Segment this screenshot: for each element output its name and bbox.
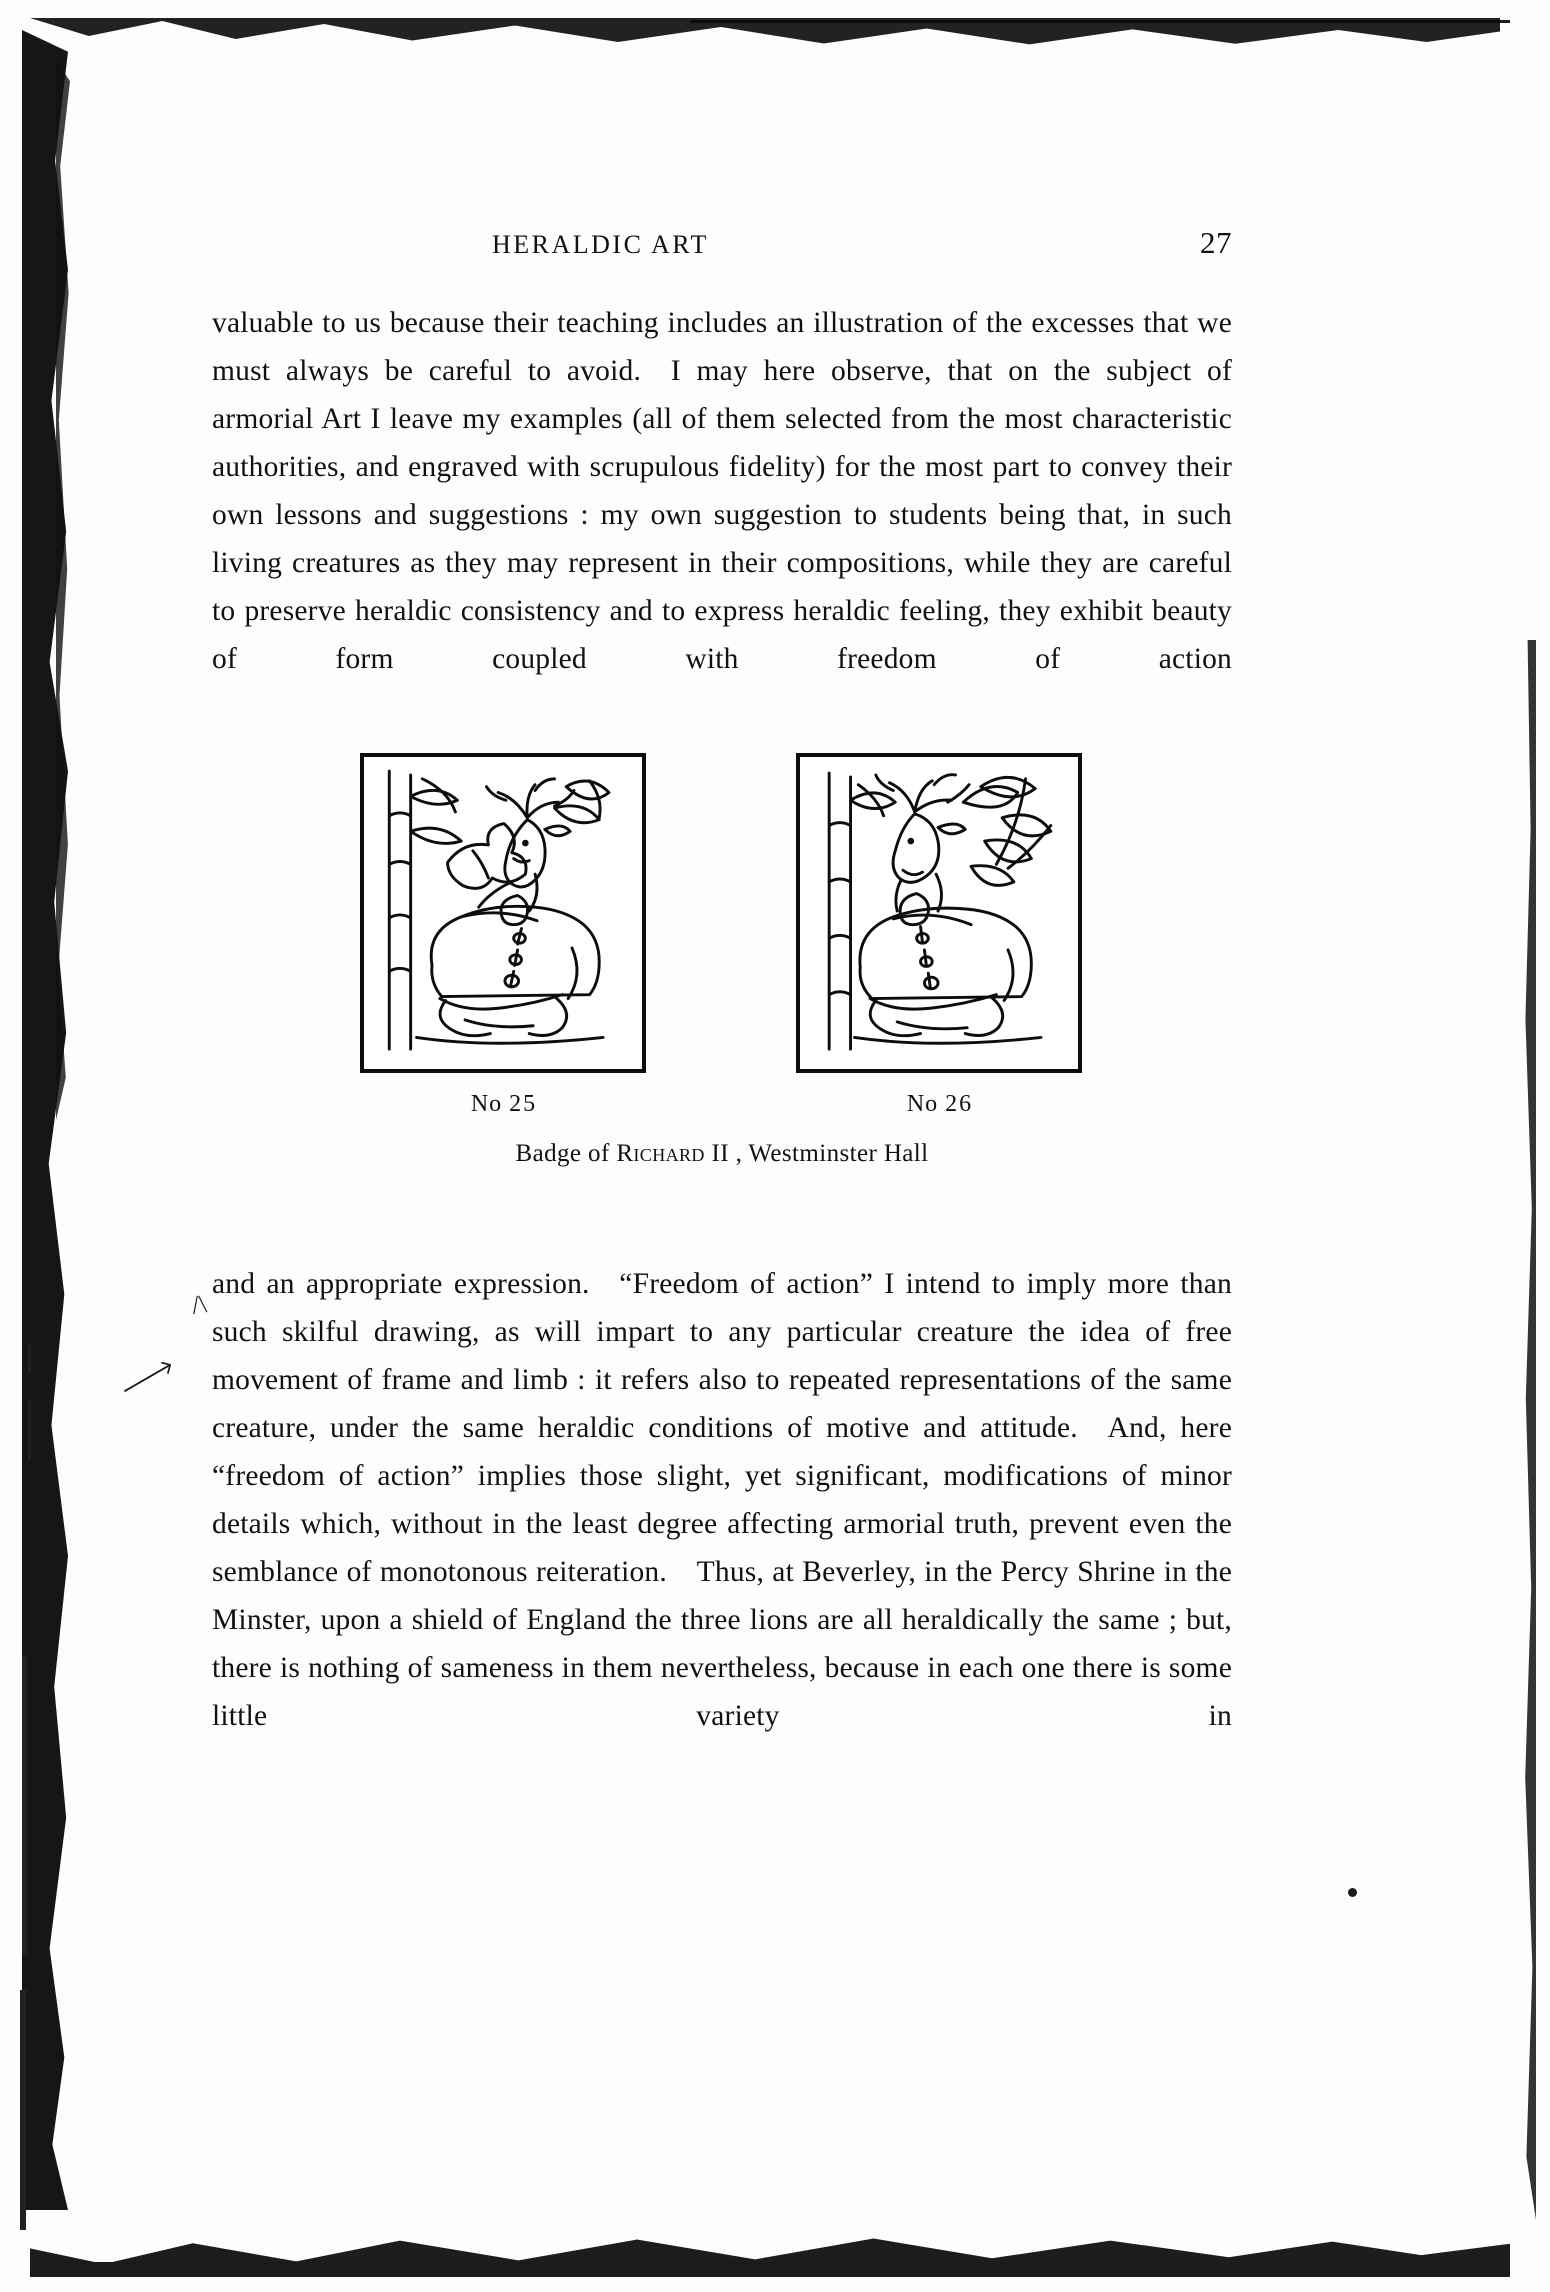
figure-group (212, 753, 1232, 1118)
bottom-rule (40, 2262, 1480, 2265)
page-number: 27 (1200, 225, 1232, 260)
ink-speck (1348, 1888, 1357, 1897)
figure-25 (360, 753, 648, 1118)
figure-26 (796, 753, 1084, 1118)
figure-title-prefix: Badge of (515, 1140, 617, 1167)
margin-tick (28, 1345, 31, 1373)
figure-title-suffix: II , Westminster Hall (704, 1140, 929, 1167)
figure-26-caption (796, 1091, 1084, 1118)
figure-25-caption-label: No (470, 1091, 503, 1117)
body-text-top (212, 299, 1232, 683)
figure-group-title (212, 1140, 1232, 1168)
figure-25-caption (360, 1091, 648, 1118)
figure-25-caption-number: 25 (509, 1091, 538, 1117)
paragraph-bottom: and an appropriate expression. “Freedom of action” I intend to imply more than such skilful drawing, as will impart to any particular creature the idea of free movement of frame and limb : it refers also to repeated representations of the same creature, under the same heraldic conditions of motive and attitude. And, here “freedom of action” implies those slight, yet significant, modifications of minor details which, without in the least degree affecting armorial truth, prevent even the semblance of monotonous reiteration. Thus, at Beverley, in the Percy Shrine in the Minster, upon a shield of England the three lions are all heraldically the same ; but, there is nothing of sameness in them nevertheless, because in each one there is some little variety in (212, 1268, 1232, 1732)
figure-title-name: Richard (616, 1140, 705, 1167)
page-content (212, 225, 1232, 1740)
scan-edge-right (1524, 640, 1536, 2220)
paragraph-top: valuable to us because their teaching includes an illustration of the excesses that we must always be careful to avoid. I may here observe, that on the subject of armorial Art I leave my examples (all of them selected from the most characteristic authorities, and engraved with scrupulous fidelity) for the most part to convey their own lessons and suggestions : my own suggestion to students being that, in such living creatures as they may represent in their compositions, while they are careful to preserve heraldic consistency and to express heraldic feeling, they exhibit beauty of form coupled with freedom of action (212, 307, 1232, 675)
ink-speck (1492, 2252, 1499, 2259)
scan-edge-left-inner (56, 60, 70, 1120)
figure-26-image (796, 753, 1082, 1073)
margin-tick (20, 1990, 26, 2230)
figure-26-caption-label: No (906, 1091, 939, 1117)
body-text-bottom (212, 1260, 1232, 1740)
margin-tick (22, 1655, 27, 1955)
figure-25-image (360, 753, 646, 1073)
scan-edge-top (30, 18, 1500, 48)
margin-pencil-mark: /\ (189, 1289, 209, 1320)
running-head (212, 225, 1232, 261)
margin-caret-mark: 🡒 (115, 1351, 180, 1404)
figure-26-caption-number: 26 (945, 1091, 974, 1117)
page-title: HERALDIC ART (492, 230, 709, 259)
scan-edge-bottom (30, 2225, 1510, 2277)
margin-tick (28, 1400, 31, 1460)
